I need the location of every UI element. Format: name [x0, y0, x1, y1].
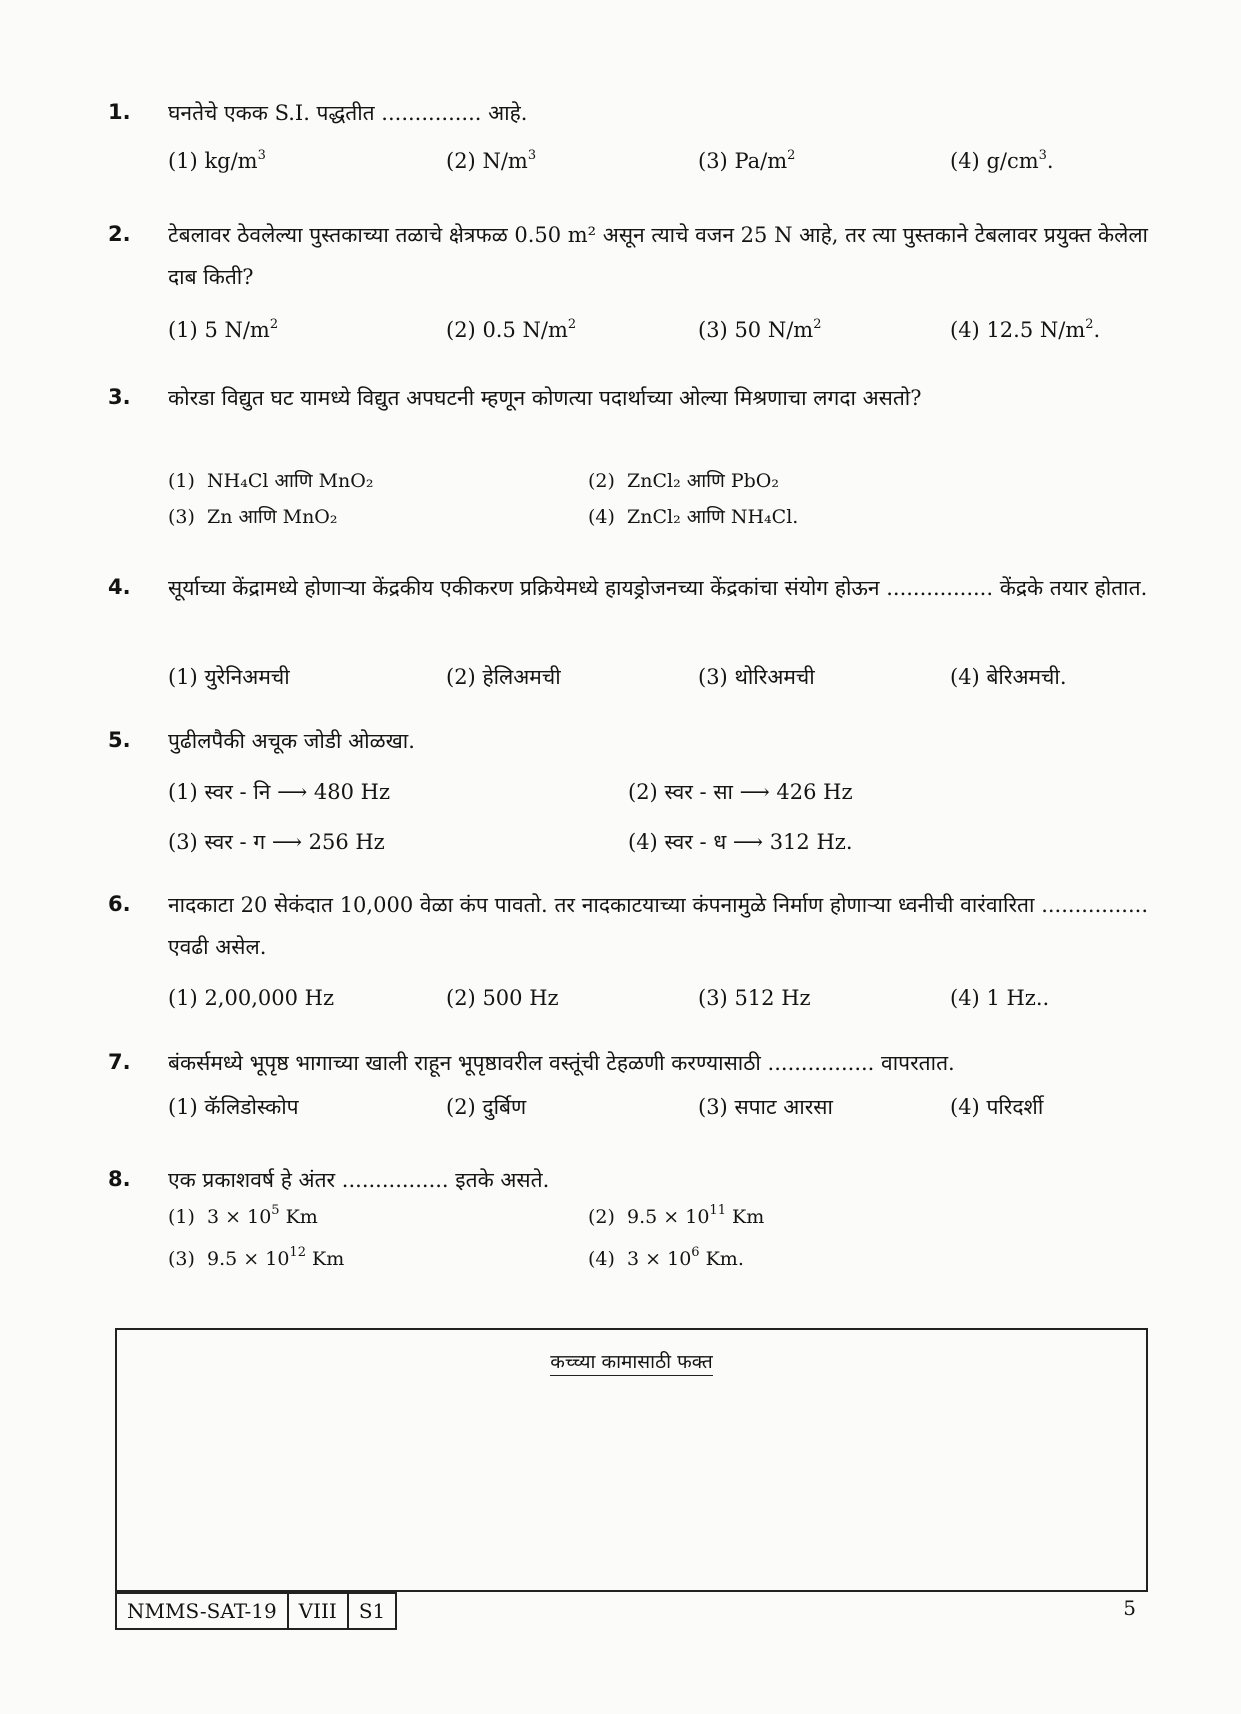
question-number: 1.	[108, 100, 131, 124]
option-1[interactable]: (1) स्वर - नि ⟶ 480 Hz	[168, 780, 391, 804]
question-6	[108, 892, 1148, 1022]
question-number: 8.	[108, 1167, 131, 1191]
question-text: पुढीलपैकी अचूक जोडी ओळखा.	[168, 729, 415, 753]
option-1[interactable]: (1) युरेनिअमची	[168, 665, 290, 689]
question-number: 5.	[108, 728, 131, 752]
question-text: टेबलावर ठेवलेल्या पुस्तकाच्या तळाचे क्षेत्रफळ 0.50 m² असून त्याचे वजन 25 N आहे, तर त्या पुस्तकाने टेबलावर प्रयुक्त केलेला दाब किती?	[168, 223, 1148, 289]
option-4[interactable]: (4) $3 \times 10^6$ Km.	[588, 1245, 744, 1270]
option-3[interactable]: (3) स्वर - ग ⟶ 256 Hz	[168, 830, 385, 854]
option-2[interactable]: (2) $9.5 \times 10^{11}$ Km	[588, 1203, 765, 1228]
question-text: सूर्याच्या केंद्रामध्ये होणाऱ्या केंद्रकीय एकीकरण प्रक्रियेमध्ये हायड्रोजनच्या केंद्रकांचा संयोग होऊन ................ केंद्रके तयार होतात.	[168, 576, 1148, 600]
question-number: 6.	[108, 892, 131, 916]
question-4	[108, 575, 1148, 695]
option-2[interactable]: (2) स्वर - सा ⟶ 426 Hz	[628, 780, 853, 804]
question-1	[108, 100, 1148, 190]
option-2[interactable]: (2) 0.5 $N/m^2$	[446, 317, 577, 342]
question-5	[108, 728, 1148, 868]
question-number: 7.	[108, 1050, 131, 1074]
rough-work-title: कच्च्या कामासाठी फक्त	[117, 1348, 1146, 1374]
question-text: घनतेचे एकक S.I. पद्धतीत ............... आहे.	[168, 101, 528, 125]
option-3[interactable]: (3) सपाट आरसा	[698, 1095, 833, 1119]
set-label: S1	[358, 1599, 386, 1623]
question-8	[108, 1167, 1148, 1297]
option-4[interactable]: (4) 1 Hz..	[950, 986, 1050, 1010]
option-1[interactable]: (1) $3 \times 10^5$ Km	[168, 1203, 318, 1228]
question-number: 3.	[108, 385, 131, 409]
option-1[interactable]: (1) $kg/m^3$	[168, 148, 266, 173]
class-label: VIII	[289, 1594, 349, 1628]
option-1[interactable]: (1) NH₄Cl आणि MnO₂	[168, 470, 374, 492]
option-3[interactable]: (3) $9.5 \times 10^{12}$ Km	[168, 1245, 345, 1270]
option-1[interactable]: (1) 5 $N/m^2$	[168, 317, 279, 342]
question-text: बंकर्समध्ये भूपृष्ठ भागाच्या खाली राहून भूपृष्ठावरील वस्तूंची टेहळणी करण्यासाठी ................ वापरतात.	[168, 1051, 955, 1075]
rough-work-box	[115, 1328, 1148, 1592]
option-1[interactable]: (1) 2,00,000 Hz	[168, 986, 335, 1010]
question-2	[108, 222, 1148, 352]
footer-code-box	[115, 1592, 397, 1630]
option-4[interactable]: (4) स्वर - ध ⟶ 312 Hz.	[628, 830, 853, 854]
option-1[interactable]: (1) कॅलिडोस्कोप	[168, 1095, 299, 1119]
option-3[interactable]: (3) थोरिअमची	[698, 665, 815, 689]
option-3[interactable]: (3) $Pa/m^2$	[698, 148, 796, 173]
option-3[interactable]: (3) 50 $N/m^2$	[698, 317, 822, 342]
option-3[interactable]: (3) Zn आणि MnO₂	[168, 506, 338, 528]
page-number: 5	[1123, 1596, 1136, 1620]
option-4[interactable]: (4) ZnCl₂ आणि NH₄Cl.	[588, 506, 799, 528]
option-2[interactable]: (2) दुर्बिण	[446, 1095, 527, 1119]
option-2[interactable]: (2) हेलिअमची	[446, 665, 561, 689]
option-2[interactable]: (2) $N/m^3$	[446, 148, 537, 173]
option-2[interactable]: (2) ZnCl₂ आणि PbO₂	[588, 470, 779, 492]
question-number: 4.	[108, 575, 131, 599]
question-number: 2.	[108, 222, 131, 246]
question-text: नादकाटा 20 सेकंदात 10,000 वेळा कंप पावतो. तर नादकाटयाच्या कंपनामुळे निर्माण होणाऱ्या ध्वनीची वारंवारिता ................ एवढी असेल.	[168, 893, 1148, 959]
exam-code: NMMS-SAT-19	[117, 1594, 289, 1628]
question-text: कोरडा विद्युत घट यामध्ये विद्युत अपघटनी म्हणून कोणत्या पदार्थाच्या ओल्या मिश्रणाचा लगदा असतो?	[168, 386, 922, 410]
option-2[interactable]: (2) 500 Hz	[446, 986, 559, 1010]
question-3	[108, 385, 1148, 535]
option-4[interactable]: (4) 12.5 $N/m^2$.	[950, 317, 1101, 342]
question-7	[108, 1050, 1148, 1150]
option-4[interactable]: (4) $g/cm^3$.	[950, 148, 1054, 173]
option-4[interactable]: (4) परिदर्शी	[950, 1095, 1044, 1119]
question-text: एक प्रकाशवर्ष हे अंतर ................ इतके असते.	[168, 1168, 550, 1192]
option-3[interactable]: (3) 512 Hz	[698, 986, 811, 1010]
option-4[interactable]: (4) बेरिअमची.	[950, 665, 1067, 689]
